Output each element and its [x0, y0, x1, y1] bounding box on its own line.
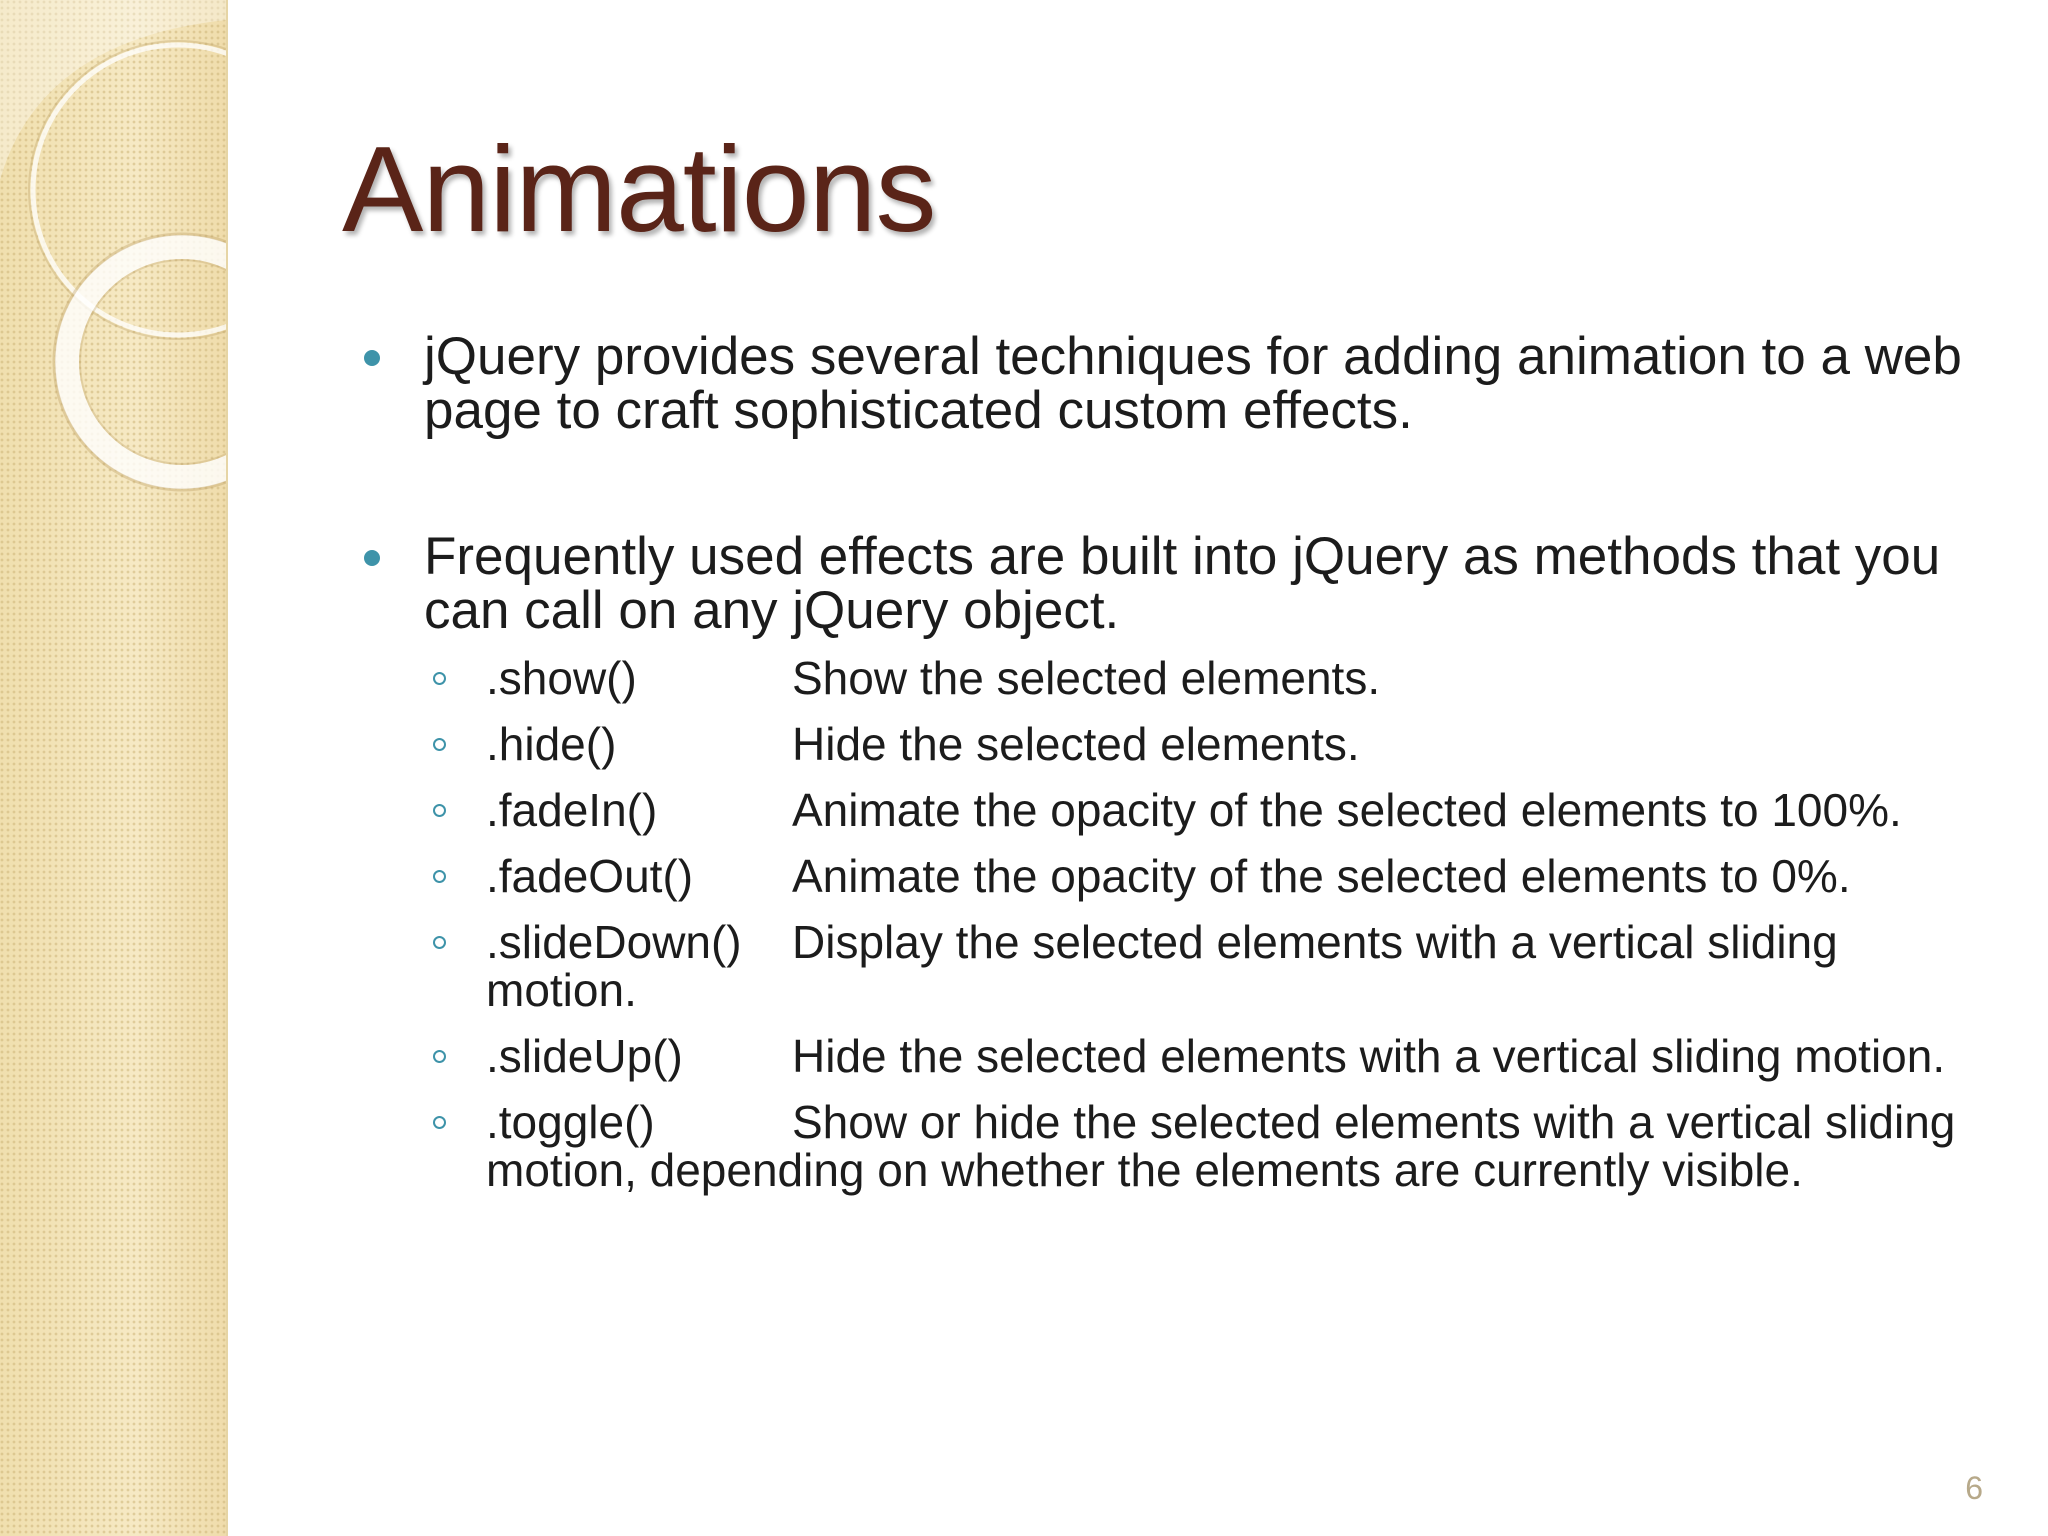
method-name: .toggle()	[486, 1096, 655, 1148]
decorative-side-panel	[0, 0, 228, 1536]
method-description: Animate the opacity of the selected elements to 100%.	[792, 784, 1902, 836]
method-item-show	[424, 654, 1994, 702]
bullet-dot-icon	[364, 350, 380, 366]
method-description: Display the selected elements with a vertical sliding motion.	[486, 916, 1838, 1016]
method-name: .show()	[486, 652, 637, 704]
method-description: Show the selected elements.	[792, 652, 1381, 704]
bullet-dot-icon	[364, 550, 380, 566]
method-name: .fadeIn()	[486, 784, 658, 836]
method-item-slidedown	[424, 918, 1994, 1014]
method-item-fadeout	[424, 852, 1994, 900]
sub-bullet-ring-icon	[433, 1116, 446, 1129]
bullet-list	[354, 327, 1994, 1212]
bullet-text: Frequently used effects are built into jQuery as methods that you can call on any jQuery object.	[424, 527, 1941, 640]
sub-bullet-ring-icon	[433, 936, 446, 949]
page-number: 6	[1965, 1470, 1983, 1506]
sub-bullet-ring-icon	[433, 870, 446, 883]
method-description: Animate the opacity of the selected elements to 0%.	[792, 850, 1851, 902]
bullet-item	[354, 527, 1994, 1196]
method-description: Hide the selected elements.	[792, 718, 1360, 770]
sub-bullet-ring-icon	[433, 738, 446, 751]
sub-bullet-ring-icon	[433, 1050, 446, 1063]
bullet-text: jQuery provides several techniques for adding animation to a web page to craft sophisticated custom effects.	[424, 327, 1962, 440]
sub-bullet-ring-icon	[433, 804, 446, 817]
method-description: Show or hide the selected elements with a vertical sliding motion, depending on whether the elements are currently visible.	[486, 1096, 1956, 1196]
decorative-rings	[0, 0, 226, 520]
bullet-item	[354, 327, 1994, 440]
method-name: .slideUp()	[486, 1030, 683, 1082]
method-item-toggle	[424, 1098, 1994, 1194]
method-list	[424, 654, 1994, 1194]
method-name: .fadeOut()	[486, 850, 694, 902]
method-item-fadein	[424, 786, 1994, 834]
method-name: .hide()	[486, 718, 617, 770]
method-name: .slideDown()	[486, 916, 742, 968]
slide-title: Animations	[342, 121, 936, 257]
method-item-hide	[424, 720, 1994, 768]
method-description: Hide the selected elements with a vertical sliding motion.	[792, 1030, 1946, 1082]
sub-bullet-ring-icon	[433, 672, 446, 685]
method-item-slideup	[424, 1032, 1994, 1080]
